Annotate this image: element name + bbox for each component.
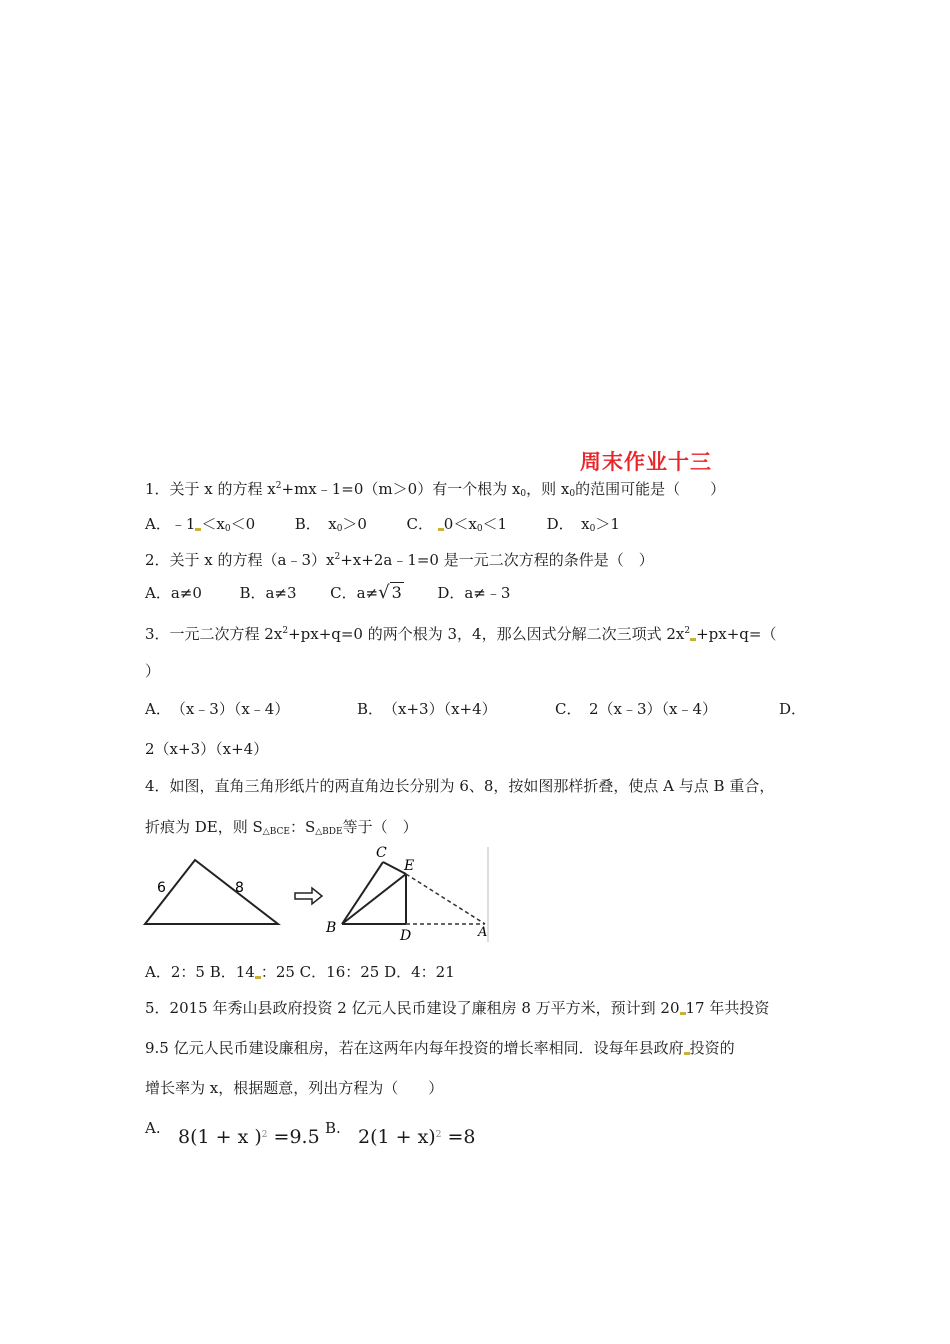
question-5-line-3: 增长率为 x，根据题意，列出方程为（ ） — [145, 1079, 444, 1097]
question-5-line-2: 9.5 亿元人民币建设廉租房，若在这两年内每年投资的增长率相同．设每年县政府 投资的 — [145, 1039, 735, 1057]
label-point-e: E — [404, 858, 415, 874]
question-1-options — [145, 513, 620, 534]
label-point-a: A — [478, 925, 488, 940]
question-2-options — [145, 582, 510, 603]
square-root-symbol: √ 3 — [378, 582, 402, 603]
question-5-option-a-label: A. — [145, 1119, 161, 1137]
question-5-option-b-formula: $2(1 + x)^2 =8$ — [358, 1126, 476, 1148]
question-3-stem-continued: ） — [145, 662, 161, 680]
question-4-options: A．2：5 B．14 ：25 C．16：25 D．4：21 — [145, 963, 455, 981]
question-5-line-1: 5．2015 年秀山县政府投资 2 亿元人民币建设了廉租房 8 万平方米，预计到 20 17 年共投资 — [145, 999, 770, 1017]
option-b: B．a≠3 — [239, 584, 297, 602]
segment-ce — [383, 862, 406, 874]
option-c: C． 2（x﹣3）（x﹣4） — [555, 700, 718, 718]
option-d: D． $x_0>1$ — [546, 515, 620, 534]
option-d: D．a≠﹣3 — [437, 584, 511, 602]
option-c: C．a≠√ 3 — [330, 582, 402, 603]
question-3-option-d-continued: 2（x+3）（x+4） — [145, 740, 269, 758]
segment-bc — [342, 862, 383, 924]
folding-triangle-figure — [140, 842, 495, 942]
label-point-c: C — [376, 845, 387, 861]
segment-be — [342, 874, 406, 924]
page-title: 周末作业十三 — [580, 450, 712, 474]
question-5-option-a-formula: 8(1 + x )$^2$ =9.5 — [178, 1126, 320, 1148]
option-c: C． $0<x_0<1$ — [406, 515, 508, 534]
option-b: B． $x_0>0$ — [294, 515, 367, 534]
option-a: A． （x﹣3）（x﹣4） — [145, 700, 290, 718]
question-5-option-b-label: B. — [325, 1119, 341, 1137]
arrow-right-icon — [295, 888, 322, 904]
question-2-stem: 2．关于 x 的方程$(a﹣3)x^2+x+2a﹣1=0$ 是一元二次方程的条件是（ ） — [145, 551, 654, 569]
option-b: B． （x+3）（x+4） — [357, 700, 497, 718]
label-point-b: B — [326, 920, 337, 936]
label-side-8: 8 — [235, 880, 244, 896]
label-point-d: D — [400, 928, 412, 942]
question-3-options — [145, 698, 825, 719]
option-a: A．﹣1 $<x_0<0$ — [145, 515, 256, 534]
option-a: A．a≠0 — [145, 584, 202, 602]
question-3-stem: 3．一元二次方程 $2x^2+px+q=0$ 的两个根为 3，4，那么因式分解二次三项式 $2x^2 +px+q=$（ — [145, 625, 777, 643]
question-1-stem: 1．关于 x 的方程 $x^2+mx﹣1=0(m>0)$有一个根为 $x_0$，则 $x_0$的范围可能是（ ） — [145, 480, 726, 499]
question-4-stem-continued: 折痕为 DE，则 $S_{\triangle BCE}$：$S_{\triangle BDE}$等于（ ） — [145, 818, 418, 837]
label-side-6: 6 — [157, 880, 166, 896]
option-d: D． — [779, 700, 807, 718]
question-4-stem: 4．如图，直角三角形纸片的两直角边长分别为 6、8，按如图那样折叠，使点 A 与点 B 重合， — [145, 777, 775, 795]
segment-ea-dashed — [406, 874, 485, 924]
